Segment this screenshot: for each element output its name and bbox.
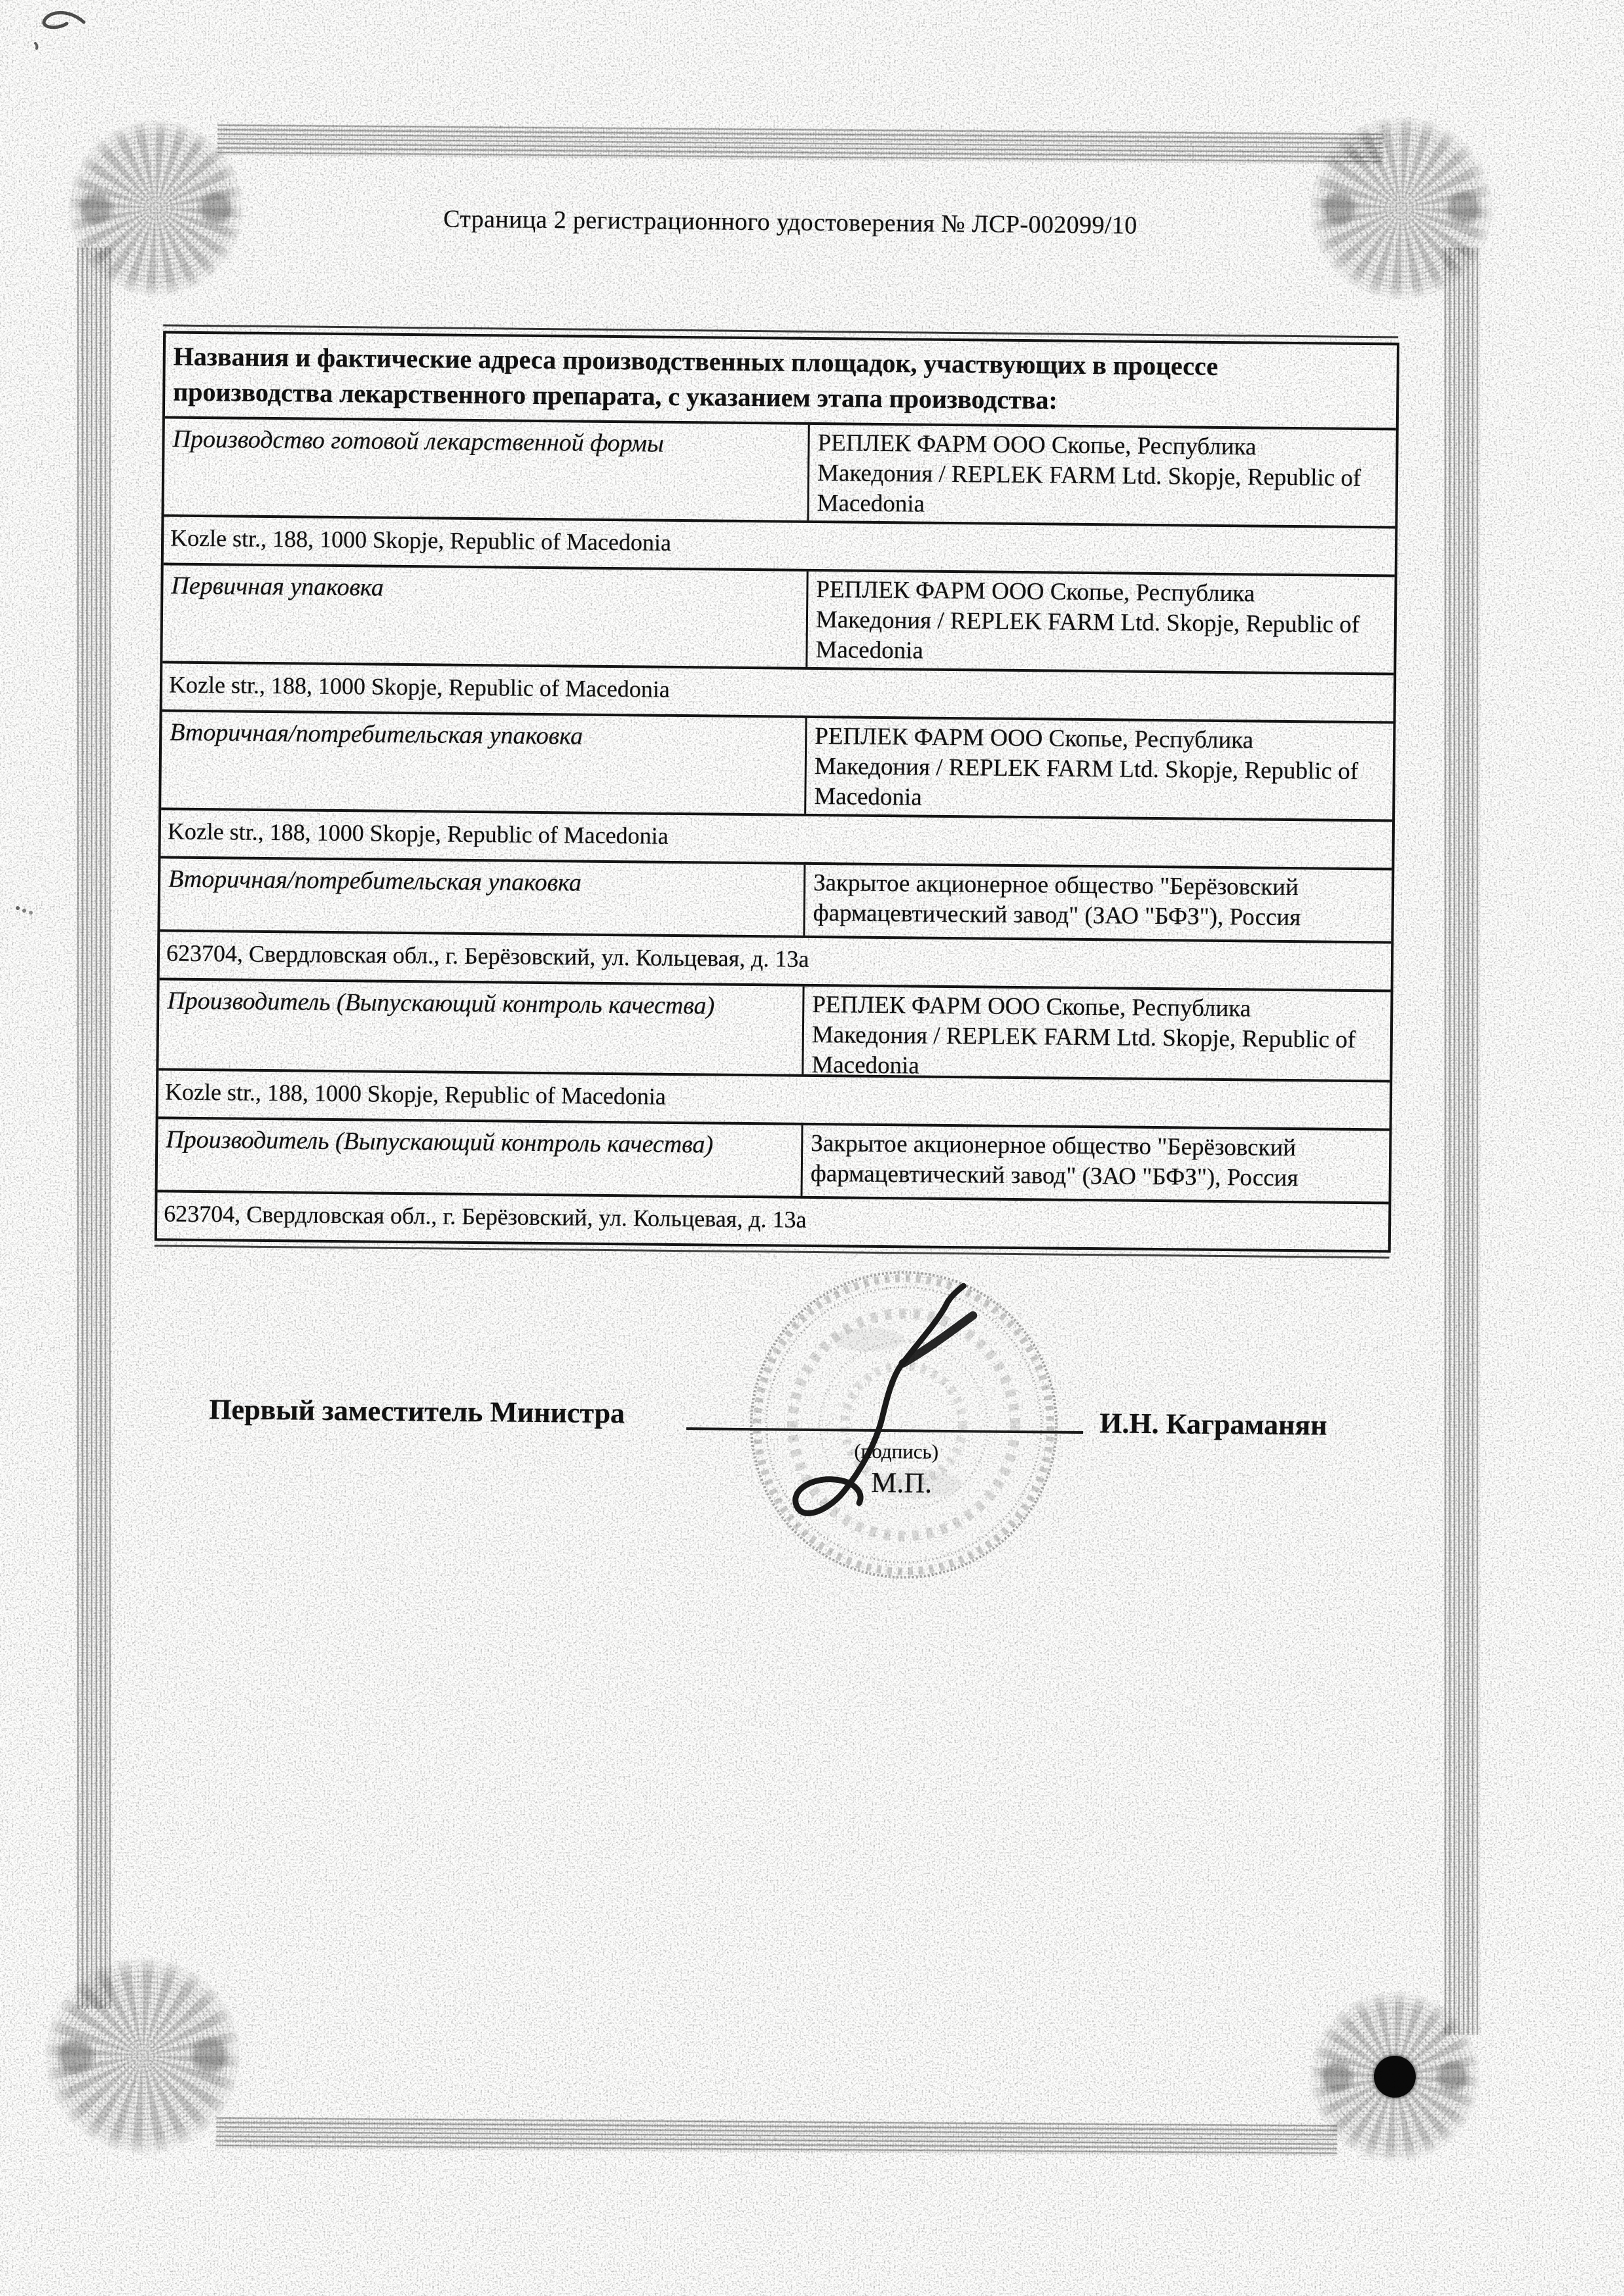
table-row <box>162 562 1394 672</box>
stage-cell: Вторичная/потребительская упаковка <box>168 865 582 897</box>
manufacturer-cell: РЕПЛЕК ФАРМ ООО Скопье, Республика Македония / REPLEK FARM Ltd. Skopje, Republic of Macedonia <box>807 425 1395 526</box>
stage-cell: Вторичная/потребительская упаковка <box>170 718 583 750</box>
address-row: 623704, Свердловская обл., г. Берёзовский, ул. Кольцевая, д. 13а <box>157 1190 1389 1250</box>
stage-cell: Производитель (Выпускающий контроль качества) <box>166 1125 714 1159</box>
seal-place-mark: М.П. <box>871 1466 932 1499</box>
signature-caption: (подпись) <box>854 1439 939 1463</box>
address-row: Kozle str., 188, 1000 Skopje, Republic of Macedonia <box>160 807 1392 867</box>
signatory-title: Первый заместитель Министра <box>209 1393 625 1430</box>
stage-cell: Производство готовой лекарственной формы <box>172 425 664 458</box>
table-row <box>164 416 1395 526</box>
table-row <box>158 977 1390 1080</box>
address-row: Kozle str., 188, 1000 Skopje, Republic of Macedonia <box>158 1068 1390 1128</box>
table-row <box>161 709 1393 819</box>
table-row <box>160 856 1392 941</box>
address-row: Kozle str., 188, 1000 Skopje, Republic of Macedonia <box>164 514 1395 574</box>
production-sites-table <box>155 331 1399 1252</box>
address-row: Kozle str., 188, 1000 Skopje, Republic of Macedonia <box>162 661 1394 721</box>
manufacturer-cell: Закрытое акционерное общество "Берёзовский фармацевтический завод" (ЗАО "БФЗ"), Россия <box>803 865 1392 941</box>
stage-cell: Производитель (Выпускающий контроль качества) <box>167 987 715 1020</box>
official-seal <box>699 1220 1109 1630</box>
signatory-name: И.Н. Каграманян <box>1099 1407 1327 1442</box>
page-header: Страница 2 регистрационного удостоверения № ЛСР-002099/10 <box>443 205 1137 240</box>
table-row <box>158 1116 1390 1201</box>
manufacturer-cell: РЕПЛЕК ФАРМ ООО Скопье, Республика Македония / REPLEK FARM Ltd. Skopje, Republic of Macedonia <box>804 718 1393 820</box>
address-row: 623704, Свердловская обл., г. Берёзовский, ул. Кольцевая, д. 13а <box>160 929 1392 989</box>
manufacturer-cell: Закрытое акционерное общество "Берёзовский фармацевтический завод" (ЗАО "БФЗ"), Россия <box>801 1125 1390 1202</box>
stage-cell: Первичная упаковка <box>171 572 384 602</box>
manufacturer-cell: РЕПЛЕК ФАРМ ООО Скопье, Республика Македония / REPLEK FARM Ltd. Skopje, Republic of Macedonia <box>802 987 1390 1080</box>
manufacturer-cell: РЕПЛЕК ФАРМ ООО Скопье, Республика Македония / REPLEK FARM Ltd. Skopje, Republic of Macedonia <box>805 572 1394 673</box>
table-title: Названия и фактические адреса производственных площадок, участвующих в процессе производства лекарственного препарата, с указанием этапа производства: <box>173 341 1219 415</box>
